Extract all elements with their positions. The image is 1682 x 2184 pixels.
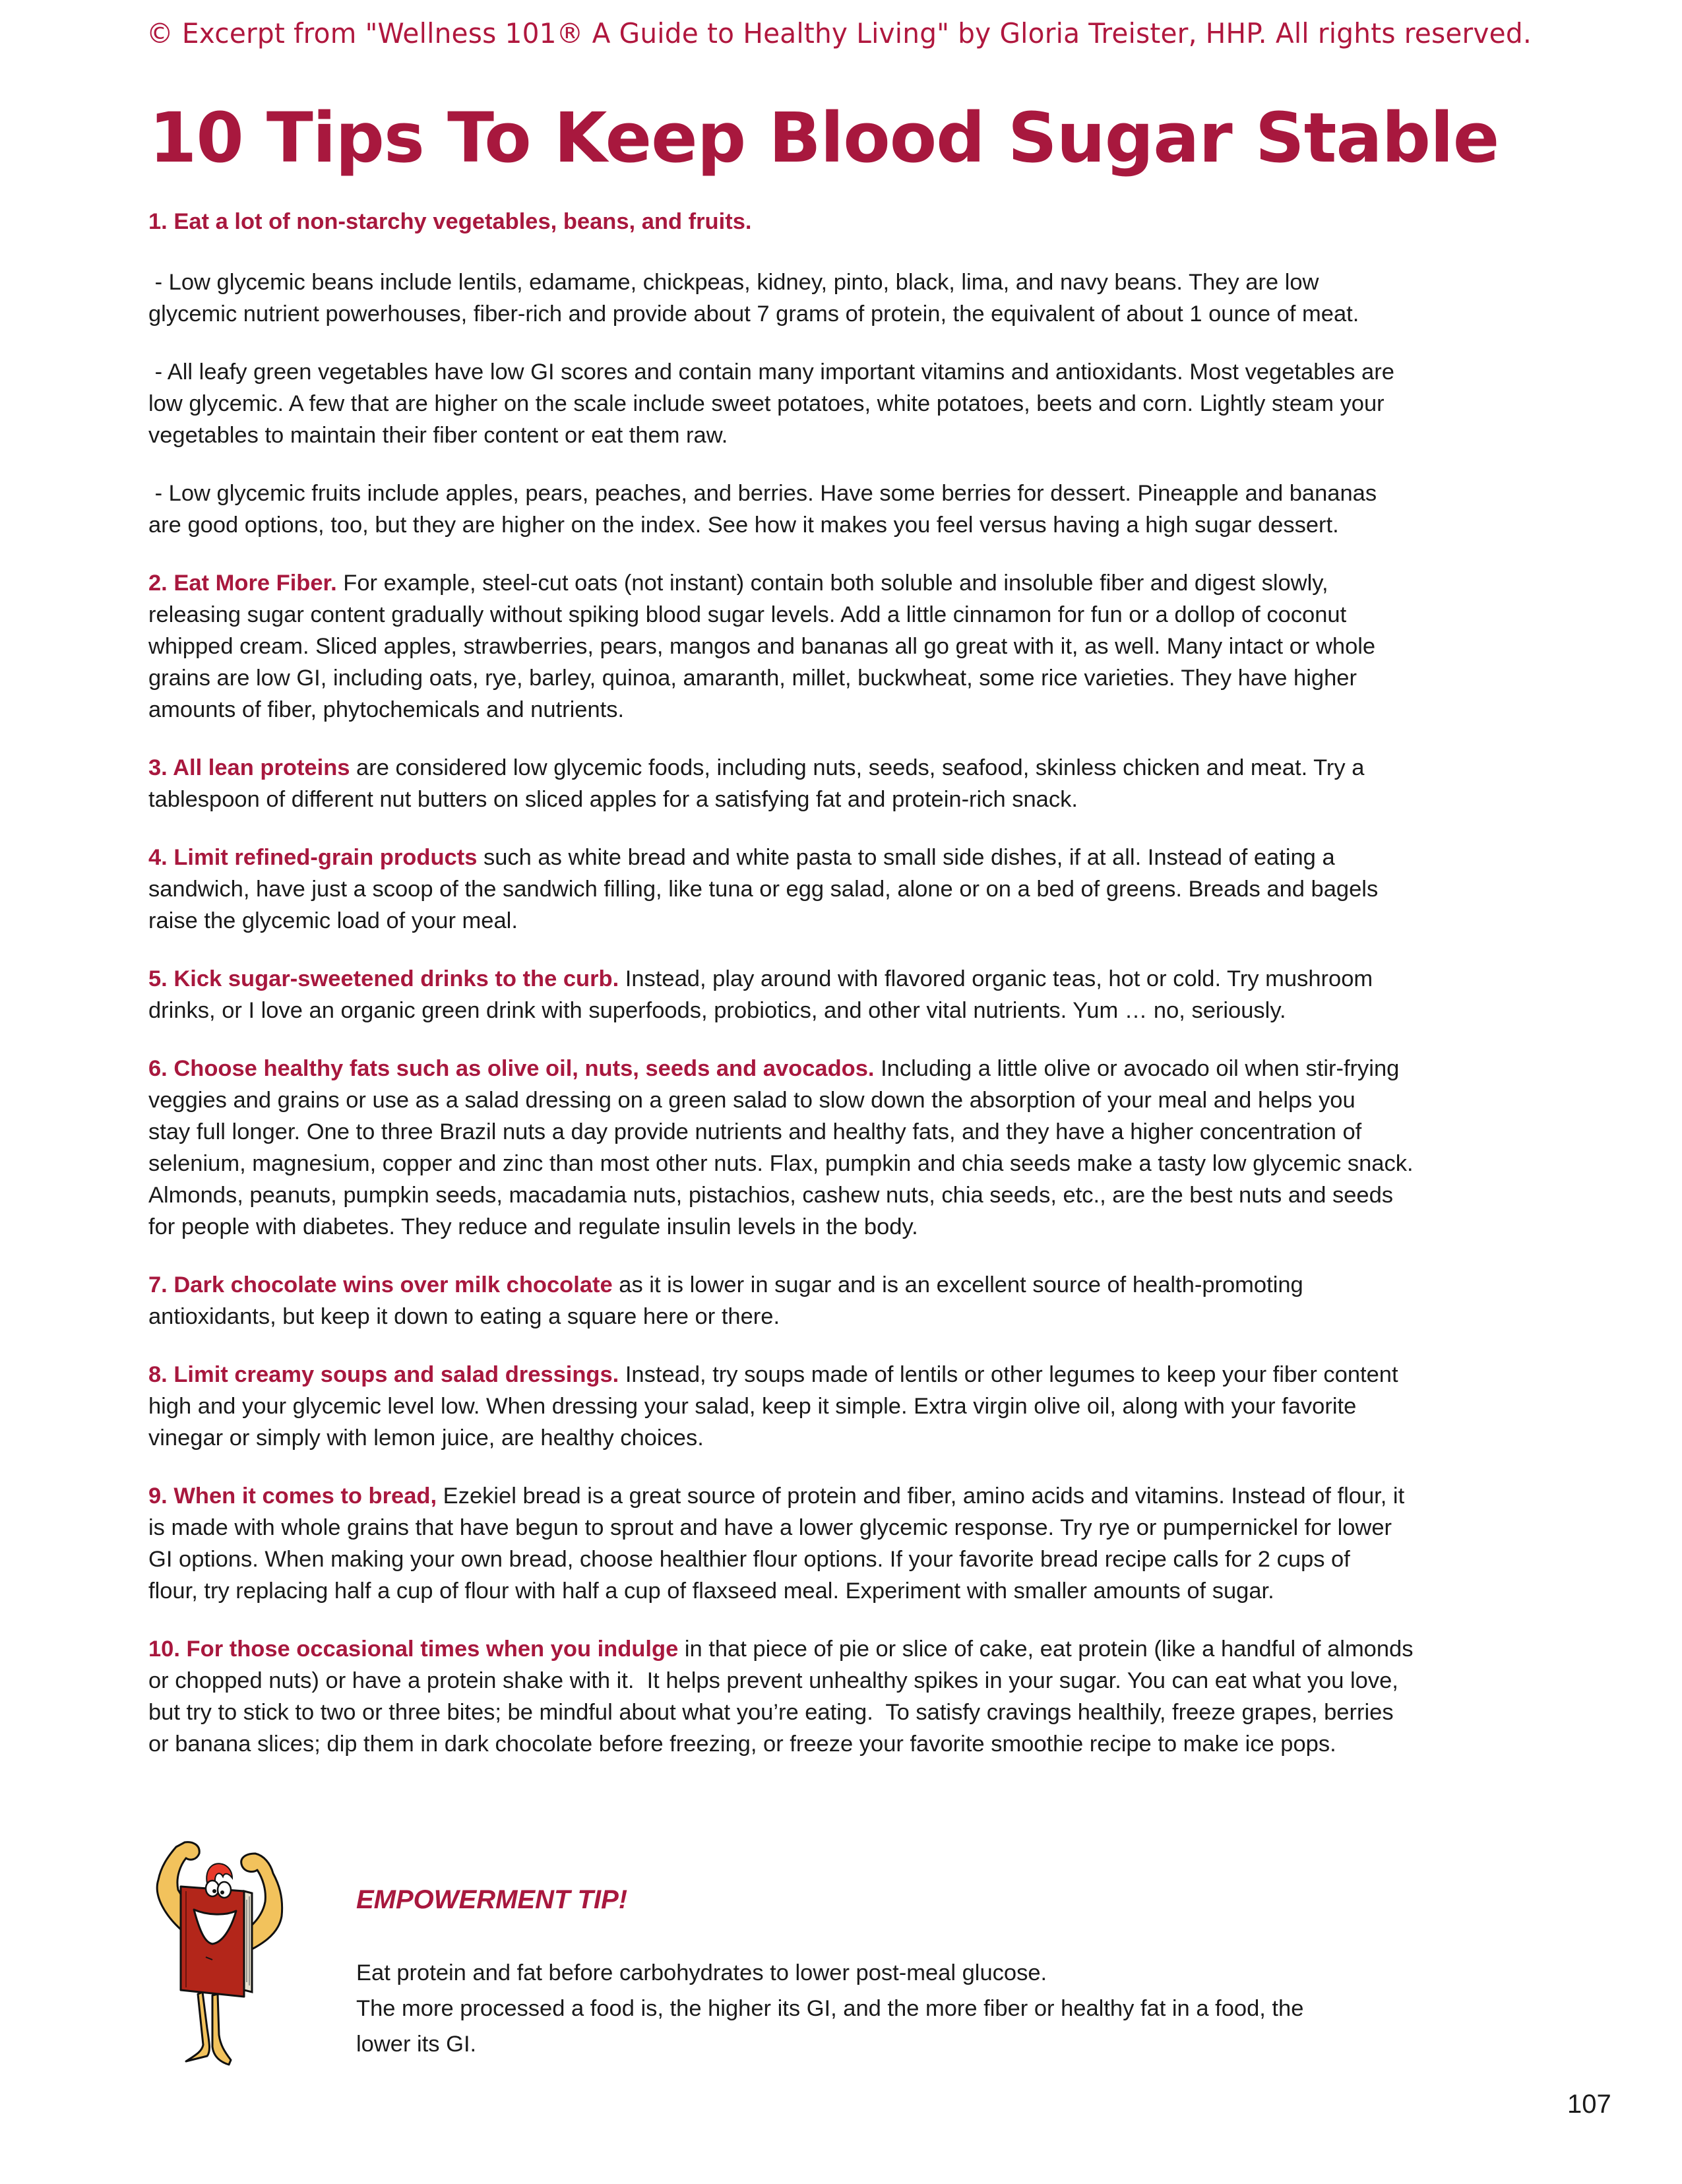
tip-heading: 5. Kick sugar-sweetened drinks to the curb. [148, 966, 619, 991]
tip-text: are considered low glycemic foods, including nuts, seeds, seafood, skinless chicken and meat. Try a [350, 755, 1365, 780]
bullet-line: - Low glycemic fruits include apples, pears, peaches, and berries. Have some berries for dessert. Pineapple and bananas [148, 481, 1377, 506]
tip-line: GI options. When making your own bread, choose healthier flour options. If your favorite bread recipe calls for 2 cups of [148, 1547, 1350, 1572]
empowerment-tip-heading: EMPOWERMENT TIP! [356, 1885, 628, 1914]
empowerment-tip-line: lower its GI. [356, 2032, 477, 2057]
bullet-line: low glycemic. A few that are higher on the scale include sweet potatoes, white potatoes, beets and corn. Lightly steam your [148, 391, 1385, 416]
bullet-line: - Low glycemic beans include lentils, edamame, chickpeas, kidney, pinto, black, lima, and navy beans. They are low [148, 270, 1319, 295]
tip-line: Almonds, peanuts, pumpkin seeds, macadamia nuts, pistachios, cashew nuts, chia seeds, etc., are the best nuts and seeds [148, 1183, 1394, 1208]
tip-line: flour, try replacing half a cup of flour with half a cup of flaxseed meal. Experiment with smaller amounts of sugar. [148, 1578, 1274, 1604]
tip-line: high and your glycemic level low. When dressing your salad, keep it simple. Extra virgin olive oil, along with your favorite [148, 1394, 1357, 1419]
copyright-notice: © Excerpt from "Wellness 101® A Guide to Healthy Living" by Gloria Treister, HHP. All rights reserved. [146, 17, 1532, 49]
tip-4 [148, 842, 1567, 937]
tip-1-bullet-vegetables [148, 356, 1567, 451]
tip-line: selenium, magnesium, copper and zinc than most other nuts. Flax, pumpkin and chia seeds make a tasty low glycemic snack. [148, 1151, 1414, 1176]
tip-text: in that piece of pie or slice of cake, eat protein (like a handful of almonds [678, 1637, 1414, 1662]
bullet-line: are good options, too, but they are higher on the index. See how it makes you feel versus having a high sugar dessert. [148, 513, 1339, 538]
tip-line: veggies and grains or use as a salad dressing on a green salad to slow down the absorption of your meal and helps you [148, 1088, 1355, 1113]
tip-first-line [148, 1633, 1567, 1665]
tip-line: stay full longer. One to three Brazil nuts a day provide nutrients and healthy fats, and they have a higher concentration of [148, 1119, 1362, 1144]
tip-line: but try to stick to two or three bites; be mindful about what you’re eating. To satisfy cravings healthily, freeze grapes, berries [148, 1700, 1394, 1725]
tip-8 [148, 1359, 1567, 1454]
tip-first-line [148, 963, 1567, 995]
tip-first-line [148, 1359, 1567, 1390]
tip-heading: 2. Eat More Fiber. [148, 571, 337, 596]
tip-5 [148, 963, 1567, 1026]
tip-first-line [148, 752, 1567, 784]
tip-text: Including a little olive or avocado oil when stir-frying [874, 1056, 1400, 1081]
tip-1-bullet-fruits [148, 478, 1567, 541]
tip-line: raise the glycemic load of your meal. [148, 908, 518, 933]
tip-heading: 6. Choose healthy fats such as olive oil, nuts, seeds and avocados. [148, 1056, 875, 1081]
tip-1-bullet-beans [148, 266, 1567, 330]
tip-6 [148, 1053, 1567, 1243]
tip-line: sandwich, have just a scoop of the sandwich filling, like tuna or egg salad, alone or on a bed of greens. Breads and bagels [148, 877, 1379, 902]
tip-text: For example, steel-cut oats (not instant) contain both soluble and insoluble fiber and digest slowly, [336, 571, 1328, 596]
tip-line: for people with diabetes. They reduce and regulate insulin levels in the body. [148, 1214, 918, 1239]
tip-text: such as white bread and white pasta to small side dishes, if at all. Instead of eating a [477, 845, 1335, 870]
tip-3 [148, 752, 1567, 815]
page-number: 107 [1567, 2090, 1611, 2119]
tip-line: grains are low GI, including oats, rye, barley, quinoa, amaranth, millet, buckwheat, some rice varieties. They have higher [148, 666, 1357, 691]
tip-first-line [148, 1480, 1567, 1512]
tip-line: tablespoon of different nut butters on sliced apples for a satisfying fat and protein-rich snack. [148, 787, 1078, 812]
tip-text: Ezekiel bread is a great source of protein and fiber, amino acids and vitamins. Instead of flour, it [437, 1483, 1405, 1509]
tip-1 [148, 206, 1567, 237]
tip-heading: 8. Limit creamy soups and salad dressings. [148, 1362, 619, 1387]
tip-line: releasing sugar content gradually without spiking blood sugar levels. Add a little cinnamon for fun or a dollop of coconut [148, 602, 1347, 627]
tip-first-line [148, 1269, 1567, 1301]
tip-first-line [148, 1053, 1567, 1084]
tip-heading: 1. Eat a lot of non-starchy vegetables, beans, and fruits. [148, 209, 752, 234]
tip-line: or chopped nuts) or have a protein shake with it. It helps prevent unhealthy spikes in your sugar. You can eat what you love, [148, 1668, 1398, 1693]
bullet-line: - All leafy green vegetables have low GI scores and contain many important vitamins and antioxidants. Most vegetables are [148, 359, 1394, 385]
tip-line: is made with whole grains that have begun to sprout and have a lower glycemic response. Try rye or pumpernickel for lower [148, 1515, 1392, 1540]
tips-list [148, 206, 1567, 1786]
tip-heading: 7. Dark chocolate wins over milk chocolate [148, 1272, 613, 1297]
tip-line: antioxidants, but keep it down to eating a square here or there. [148, 1304, 780, 1329]
tip-line: drinks, or I love an organic green drink with superfoods, probiotics, and other vital nutrients. Yum … no, seriously. [148, 998, 1286, 1023]
tip-heading: 10. For those occasional times when you indulge [148, 1637, 679, 1662]
empowerment-tip-line: The more processed a food is, the higher its GI, and the more fiber or healthy fat in a food, the [356, 1996, 1304, 2021]
tip-text: Instead, try soups made of lentils or other legumes to keep your fiber content [619, 1362, 1398, 1387]
tip-line: or banana slices; dip them in dark chocolate before freezing, or freeze your favorite smoothie recipe to make ice pops. [148, 1732, 1336, 1757]
bullet-line: glycemic nutrient powerhouses, fiber-rich and provide about 7 grams of protein, the equivalent of about 1 ounce of meat. [148, 301, 1359, 327]
bullet-line: vegetables to maintain their fiber content or eat them raw. [148, 423, 728, 448]
tip-heading: 9. When it comes to bread, [148, 1483, 437, 1509]
tip-first-line [148, 842, 1567, 873]
tip-text: as it is lower in sugar and is an excellent source of health-promoting [612, 1272, 1303, 1297]
empowerment-tip-body [356, 1955, 1478, 2062]
tip-line: vinegar or simply with lemon juice, are healthy choices. [148, 1425, 704, 1451]
tip-2 [148, 567, 1567, 726]
flexing-book-mascot-icon [146, 1817, 292, 2068]
tip-first-line [148, 567, 1567, 599]
tip-heading: 4. Limit refined-grain products [148, 845, 478, 870]
tip-9 [148, 1480, 1567, 1607]
page-title: 10 Tips To Keep Blood Sugar Stable [149, 98, 1499, 178]
tip-line: amounts of fiber, phytochemicals and nutrients. [148, 697, 625, 722]
tip-text: Instead, play around with flavored organic teas, hot or cold. Try mushroom [619, 966, 1373, 991]
tip-7 [148, 1269, 1567, 1332]
tip-heading: 3. All lean proteins [148, 755, 350, 780]
empowerment-tip-line: Eat protein and fat before carbohydrates to lower post-meal glucose. [356, 1960, 1047, 1985]
tip-line: whipped cream. Sliced apples, strawberries, pears, mangos and bananas all go great with it, as well. Many intact or whole [148, 634, 1376, 659]
tip-10 [148, 1633, 1567, 1760]
